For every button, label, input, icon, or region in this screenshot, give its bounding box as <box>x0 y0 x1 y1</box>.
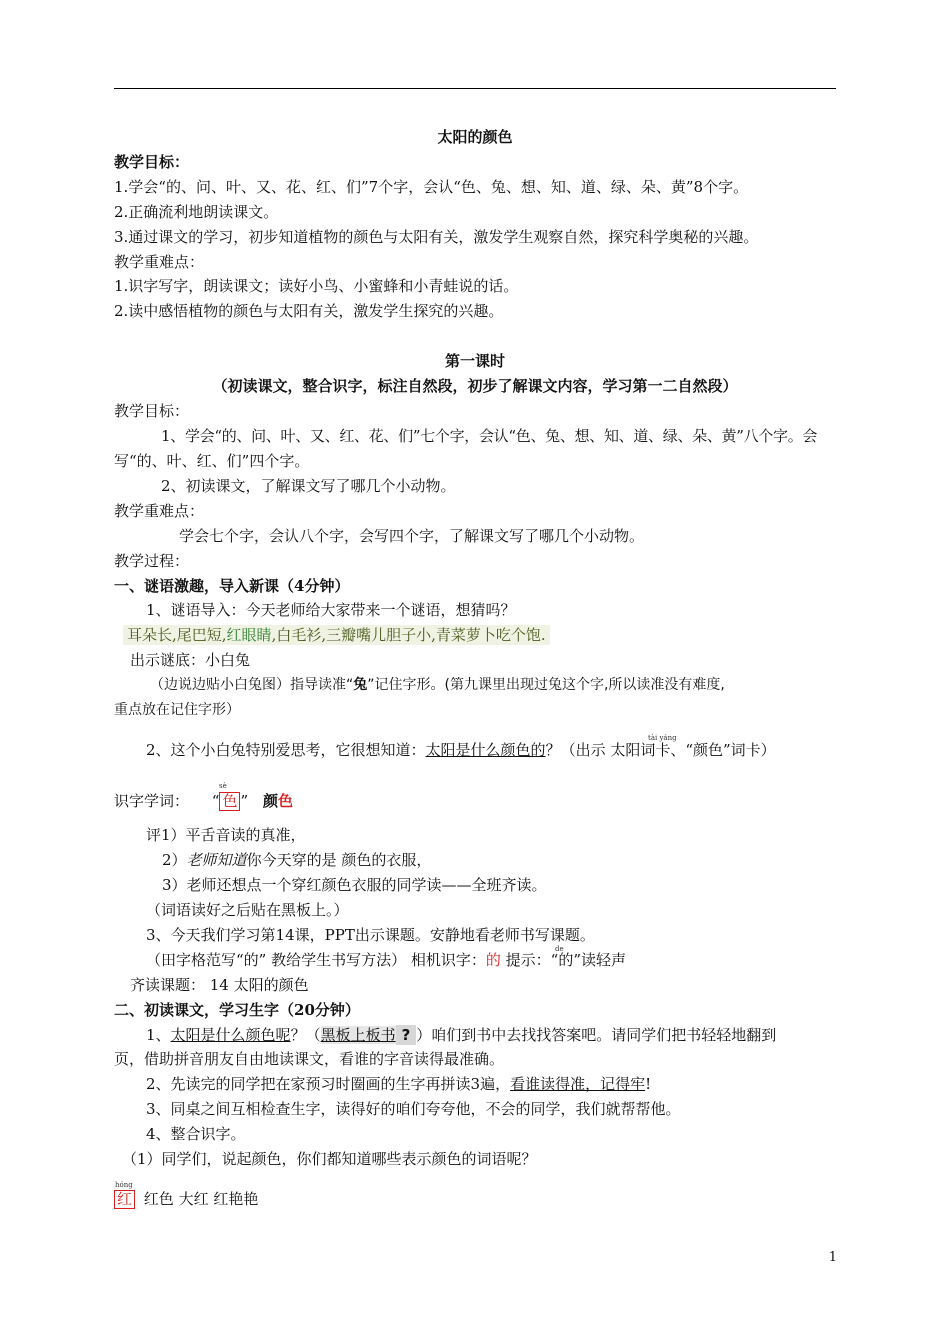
color-words-line: 红 红色 大红 红艳艳 <box>114 1189 258 1209</box>
section-1-step-4: （田字格范写“的” 教给学生书写方法） 相机识字：的 提示：“的”读轻声 <box>146 951 627 969</box>
lesson-goals-heading: 教学目标： <box>114 402 190 420</box>
character-box-se: 色 <box>219 792 240 811</box>
goals-heading: 教学目标： <box>114 153 190 171</box>
section-2-step-4: 4、整合识字。 <box>146 1125 246 1143</box>
lesson-key: 学会七个字，会认八个字，会写四个字，了解课文写了哪几个小动物。 <box>179 527 645 545</box>
lesson-key-heading: 教学重难点： <box>114 502 205 520</box>
tip-line-1: （边说边贴小白兔图）指导读准“兔”记住字形。(第九课里出现过兔这个字,所以读准没有难度, <box>150 677 725 693</box>
section-1-step-1: 1、谜语导入：今天老师给大家带来一个谜语，想猜吗？ <box>146 601 516 619</box>
question-mark-card: ? <box>396 1025 417 1045</box>
pinyin-de: de <box>555 945 564 953</box>
pinyin-taiyang: tài yáng <box>648 734 677 742</box>
lesson-title: 第一课时 <box>444 352 505 370</box>
key-heading: 教学重难点： <box>114 253 205 271</box>
process-heading: 教学过程： <box>114 552 190 570</box>
section-2-question: （1）同学们，说起颜色，你们都知道哪些表示颜色的词语呢？ <box>122 1150 537 1168</box>
pinyin-se: sè <box>219 782 227 790</box>
section-1-step-2: 2、这个小白兔特别爱思考，它很想知道：太阳是什么颜色的？（出示 太阳词卡、“颜色”词卡） <box>146 741 776 759</box>
section-1-heading: 一、谜语激趣，导入新课（4分钟） <box>114 577 350 595</box>
pinyin-hong: hóng <box>115 1181 133 1189</box>
section-2-step-1-cont: 页，借助拼音朋友自由地读课文，看谁的字音读得最准确。 <box>114 1050 505 1068</box>
read-title: 齐读课题： 14 太阳的颜色 <box>130 976 309 994</box>
lesson-subtitle: （初读课文，整合识字，标注自然段，初步了解课文内容，学习第一二自然段） <box>212 377 738 395</box>
section-2-step-2: 2、先读完的同学把在家预习时圈画的生字再拼读3遍，看谁读得准，记得牢! <box>146 1075 652 1093</box>
word-study-line: 识字学词： “ 色 ” 颜色 <box>114 792 293 810</box>
lesson-goal-1: 1、学会“的、问、叶、又、红、花、们”七个字，会认“色、兔、想、知、道、绿、朵、黄”八个字。会 <box>161 427 818 445</box>
doc-title: 太阳的颜色 <box>437 128 513 146</box>
section-2-step-1: 1、太阳是什么颜色呢？（黑板上板书 ? ）咱们到书中去找找答案吧。请同学们把书轻轻地翻到 <box>146 1026 777 1044</box>
goal-3: 3.通过课文的学习，初步知道植物的颜色与太阳有关，激发学生观察自然，探究科学奥秘的兴趣。 <box>114 228 759 246</box>
page-number: 1 <box>828 1250 837 1265</box>
goal-2: 2.正确流利地朗读课文。 <box>114 203 279 221</box>
praise-1: 评1）平舌音读的真准， <box>146 826 306 844</box>
riddle-text: 耳朵长,尾巴短,红眼睛,白毛衫,三瓣嘴儿胆子小,青菜萝卜吃个饱. <box>123 625 550 645</box>
tip-line-2: 重点放在记住字形） <box>114 702 240 718</box>
lesson-goal-2: 2、初读课文，了解课文写了哪几个小动物。 <box>161 477 456 495</box>
key-1: 1.识字写字，朗读课文；读好小鸟、小蜜蜂和小青蛙说的话。 <box>114 277 519 295</box>
goal-1: 1.学会“的、问、叶、又、花、红、们”7个字，会认“色、兔、想、知、道、绿、朵、黄”8个字。 <box>114 178 749 196</box>
header-rule <box>114 88 836 89</box>
section-2-heading: 二、初读课文，学习生字（20分钟） <box>114 1001 360 1019</box>
lesson-goal-1-cont: 写“的、叶、红、们”四个字。 <box>114 452 310 470</box>
praise-2: 2）老师知道你今天穿的是 颜色的衣服， <box>162 851 432 869</box>
section-1-step-3: 3、今天我们学习第14课，PPT出示课题。安静地看老师书写课题。 <box>146 926 595 944</box>
praise-3: 3）老师还想点一个穿红颜色衣服的同学读——全班齐读。 <box>162 876 547 894</box>
key-2: 2.读中感悟植物的颜色与太阳有关，激发学生探究的兴趣。 <box>114 302 504 320</box>
board-note: （词语读好之后贴在黑板上。） <box>146 901 349 919</box>
character-box-hong: 红 <box>114 1190 135 1209</box>
riddle-answer: 出示谜底：小白兔 <box>130 651 251 669</box>
board-writing-note: 黑板上板书 <box>320 1026 396 1044</box>
section-2-step-3: 3、同桌之间互相检查生字，读得好的咱们夸夸他，不会的同学，我们就帮帮他。 <box>146 1100 681 1118</box>
